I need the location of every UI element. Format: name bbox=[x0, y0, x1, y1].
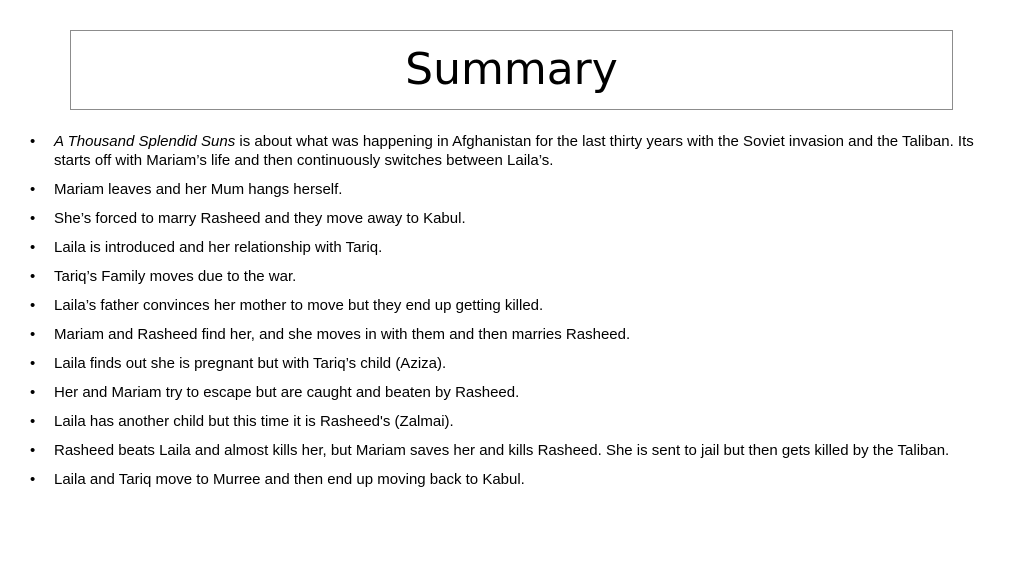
bullet-icon: • bbox=[30, 413, 36, 430]
list-item bbox=[30, 296, 1000, 315]
list-item bbox=[30, 325, 1000, 344]
bullet-icon: • bbox=[30, 239, 36, 256]
bullet-icon: • bbox=[30, 326, 36, 343]
bullet-text: Mariam and Rasheed find her, and she moves in with them and then marries Rasheed. bbox=[54, 326, 631, 343]
bullet-icon: • bbox=[30, 268, 36, 285]
bullet-icon: • bbox=[30, 133, 36, 150]
bullet-icon: • bbox=[30, 297, 36, 314]
list-item bbox=[30, 441, 1000, 460]
bullet-text: Laila is introduced and her relationship with Tariq. bbox=[54, 239, 383, 256]
bullet-text: Tariq’s Family moves due to the war. bbox=[54, 268, 297, 285]
slide-title: Summary bbox=[405, 44, 618, 95]
title-box bbox=[70, 30, 953, 110]
bullet-text: is about what was happening in Afghanistan for the last thirty years with the Soviet invasion and the Taliban. Its starts off with Mariam’s life and then continuously switches between Laila’s. bbox=[54, 133, 974, 169]
bullet-text: Mariam leaves and her Mum hangs herself. bbox=[54, 181, 343, 198]
bullet-text: Laila has another child but this time it is Rasheed's (Zalmai). bbox=[54, 413, 454, 430]
bullet-text: Laila finds out she is pregnant but with Tariq’s child (Aziza). bbox=[54, 355, 447, 372]
book-title: A Thousand Splendid Suns bbox=[54, 133, 236, 150]
list-item bbox=[30, 267, 1000, 286]
bullet-icon: • bbox=[30, 355, 36, 372]
list-item bbox=[30, 354, 1000, 373]
list-item bbox=[30, 180, 1000, 199]
bullet-text: She’s forced to marry Rasheed and they move away to Kabul. bbox=[54, 210, 466, 227]
bullet-icon: • bbox=[30, 471, 36, 488]
bullet-icon: • bbox=[30, 210, 36, 227]
bullet-text: Her and Mariam try to escape but are caught and beaten by Rasheed. bbox=[54, 384, 520, 401]
bullet-icon: • bbox=[30, 442, 36, 459]
list-item bbox=[30, 383, 1000, 402]
list-item bbox=[30, 412, 1000, 431]
bullet-text: Rasheed beats Laila and almost kills her, but Mariam saves her and kills Rasheed. She is sent to jail but then gets killed by the Taliban. bbox=[54, 442, 950, 459]
bullet-icon: • bbox=[30, 181, 36, 198]
bullet-list bbox=[30, 132, 1000, 499]
bullet-text: Laila’s father convinces her mother to move but they end up getting killed. bbox=[54, 297, 544, 314]
list-item bbox=[30, 209, 1000, 228]
bullet-icon: • bbox=[30, 384, 36, 401]
list-item bbox=[30, 470, 1000, 489]
list-item bbox=[30, 238, 1000, 257]
list-item bbox=[30, 132, 1000, 170]
bullet-text: Laila and Tariq move to Murree and then end up moving back to Kabul. bbox=[54, 471, 525, 488]
